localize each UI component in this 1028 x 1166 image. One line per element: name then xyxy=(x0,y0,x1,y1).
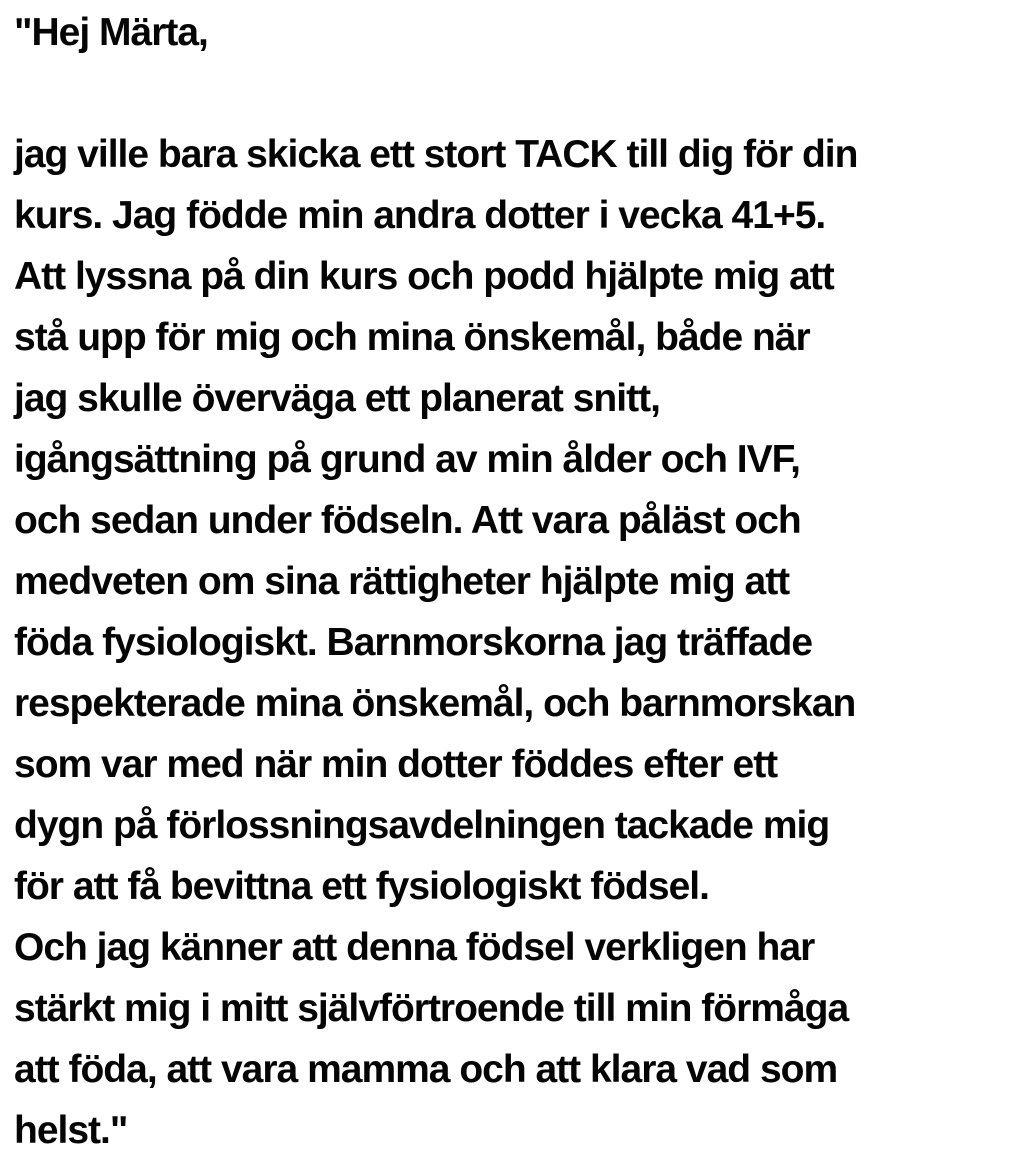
text-line: för att få bevittna ett fysiologiskt födsel. xyxy=(14,865,709,908)
text-line: att föda, att vara mamma och att klara vad som xyxy=(14,1048,838,1091)
text-line: helst." xyxy=(14,1109,128,1152)
text-line: igångsättning på grund av min ålder och IVF, xyxy=(14,438,800,481)
text-line: jag skulle överväga ett planerat snitt, xyxy=(14,377,660,420)
blank-line xyxy=(14,63,1022,124)
text-line: och sedan under födseln. Att vara påläst och xyxy=(14,499,801,542)
text-line: stå upp för mig och mina önskemål, både när xyxy=(14,316,810,359)
text-line: stärkt mig i mitt självförtroende till min förmåga xyxy=(14,987,849,1030)
text-line: jag ville bara skicka ett stort TACK till dig för din xyxy=(14,133,858,176)
text-line: Att lyssna på din kurs och podd hjälpte mig att xyxy=(14,255,834,298)
text-line: föda fysiologiskt. Barnmorskorna jag träffade xyxy=(14,621,813,664)
text-line: respekterade mina önskemål, och barnmorskan xyxy=(14,682,856,725)
text-line: dygn på förlossningsavdelningen tackade mig xyxy=(14,804,830,847)
text-line: kurs. Jag födde min andra dotter i vecka 41+5. xyxy=(14,194,826,237)
text-line: "Hej Märta, xyxy=(14,11,208,54)
text-line: medveten om sina rättigheter hjälpte mig att xyxy=(14,560,790,603)
text-line: som var med när min dotter föddes efter ett xyxy=(14,743,778,786)
text-line: Och jag känner att denna födsel verkligen har xyxy=(14,926,815,969)
